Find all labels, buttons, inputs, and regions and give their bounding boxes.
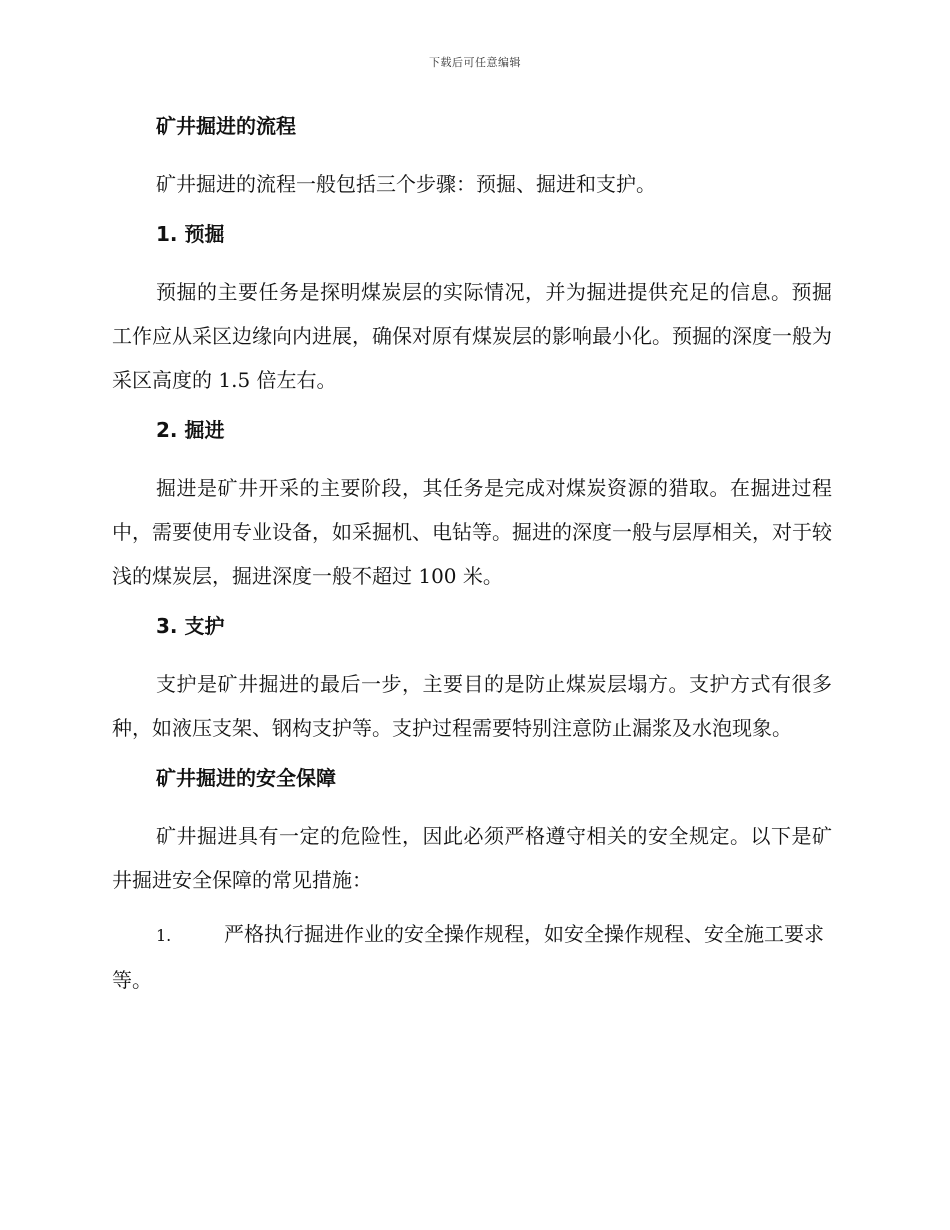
section-heading-safety: 矿井掘进的安全保障 xyxy=(156,766,336,790)
step-text-support: 支护是矿井掘进的最后一步，主要目的是防止煤炭层塌方。支护方式有很多种，如液压支架、钢构支护等。支护过程需要特别注意防止漏浆及水泡现象。 xyxy=(112,672,832,740)
document-body xyxy=(112,108,832,1002)
step-heading-excavation: 2. 掘进 xyxy=(156,418,225,442)
section-heading-process: 矿井掘进的流程 xyxy=(156,114,296,138)
list-item-text: 严格执行掘进作业的安全操作规程，如安全操作规程、安全施工要求等。 xyxy=(112,922,824,992)
step-text-excavation: 掘进是矿井开采的主要阶段，其任务是完成对煤炭资源的猎取。在掘进过程中，需要使用专业设备，如采掘机、电钻等。掘进的深度一般与层厚相关，对于较浅的煤炭层，掘进深度一般不超过 100 米。 xyxy=(112,476,832,588)
step-text-pre-excavation: 预掘的主要任务是探明煤炭层的实际情况，并为掘进提供充足的信息。预掘工作应从采区边缘向内进展，确保对原有煤炭层的影响最小化。预掘的深度一般为采区高度的 1.5 倍左右。 xyxy=(112,280,832,392)
step-heading-pre-excavation: 1. 预掘 xyxy=(156,222,225,246)
section-intro-process: 矿井掘进的流程一般包括三个步骤：预掘、掘进和支护。 xyxy=(156,172,656,196)
safety-measure-item xyxy=(112,912,832,1002)
section-intro-safety: 矿井掘进具有一定的危险性，因此必须严格遵守相关的安全规定。以下是矿井掘进安全保障的常见措施： xyxy=(112,824,832,892)
step-heading-support: 3. 支护 xyxy=(156,614,225,638)
page-header-note: 下载后可任意编辑 xyxy=(429,56,521,69)
list-item-number: 1. xyxy=(156,926,172,945)
